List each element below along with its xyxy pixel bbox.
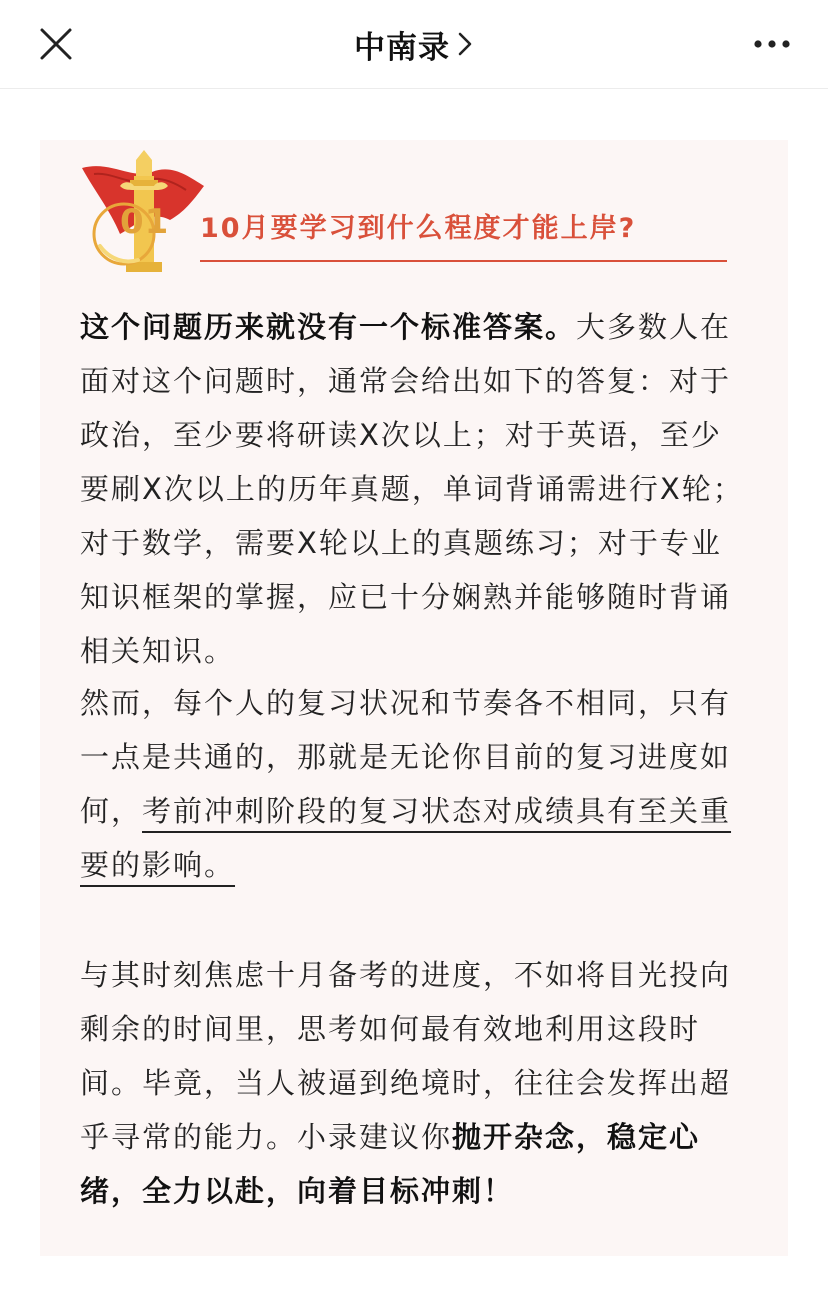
paragraph-1-body: 大多数人在面对这个问题时，通常会给出如下的答复：对于政治，至少要将研读X次以上；对于英语，至少要刷X次以上的历年真题，单词背诵需进行X轮；对于数学，需要X轮以上的真题练习；对于专业知识框架的掌握，应已十分娴熟并能够随时背诵相关知识。 — [80, 310, 744, 668]
paragraph-3-body: 与其时刻焦虑十月备考的进度，不如将目光投向剩余的时间里，思考如何最有效地利用这段时间。毕竟，当人被逼到绝境时，往往会发挥出超乎寻常的能力。小录建议你 — [80, 958, 732, 1154]
more-horizontal-icon[interactable] — [752, 30, 792, 58]
paragraph-2-underlined: 考前冲刺阶段的复习状态对成绩具有至关重要的影响。 — [80, 794, 732, 882]
chevron-right-icon — [456, 31, 474, 57]
section-title: 10月要学习到什么程度才能上岸? — [200, 213, 637, 244]
page-title: 中南录 — [354, 29, 450, 66]
account-title-link[interactable] — [354, 22, 474, 67]
paragraph-1-bold-lead: 这个问题历来就没有一个标准答案。 — [80, 310, 577, 344]
section-title-underline — [200, 260, 727, 262]
paragraph-1 — [80, 300, 750, 678]
top-navigation-bar — [0, 0, 828, 89]
section-number: 01 — [120, 202, 170, 242]
title-wrap — [0, 0, 828, 88]
paragraph-2-body: 然而，每个人的复习状况和节奏各不相同，只有一点是共通的，那就是无论你目前的复习进度如何， — [80, 686, 732, 828]
article-card — [40, 140, 788, 1256]
paragraph-3-bold-ending: 抛开杂念，稳定心绪，全力以赴，向着目标冲刺！ — [80, 1120, 701, 1208]
close-icon[interactable] — [38, 26, 74, 62]
paragraph-2 — [80, 676, 750, 892]
paragraph-3 — [80, 948, 750, 1218]
